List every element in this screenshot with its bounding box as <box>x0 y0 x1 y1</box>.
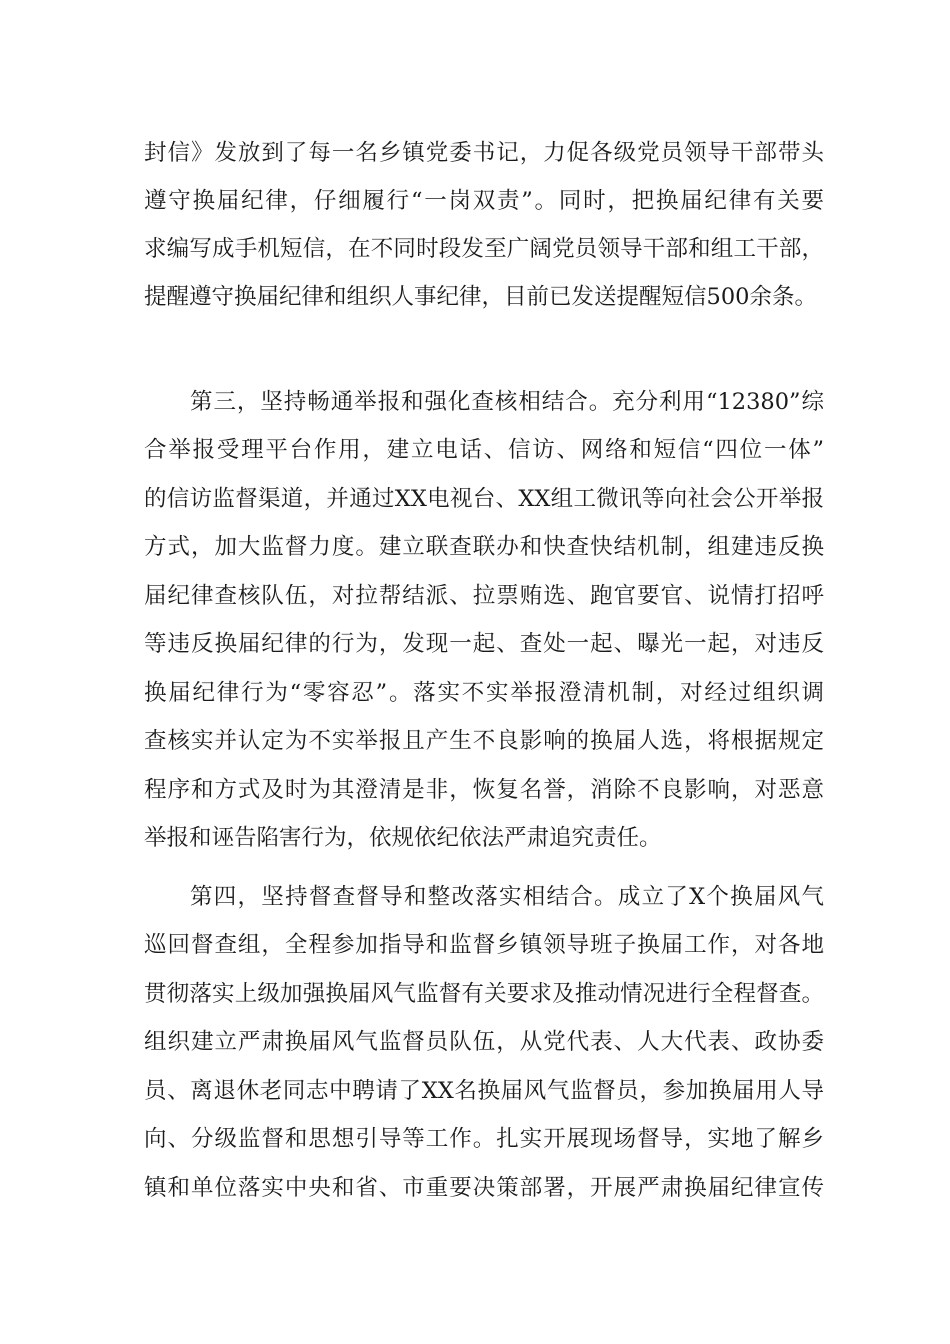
paragraph-line: 第四，坚持督查督导和整改落实相结合。成立了X个换届风气 <box>190 884 824 910</box>
paragraph-line: 镇和单位落实中央和省、市重要决策部署，开展严肃换届纪律宣传 <box>144 1175 824 1201</box>
paragraph-line: 组织建立严肃换届风气监督员队伍，从党代表、人大代表、政协委 <box>144 1029 824 1055</box>
paragraph-line: 的信访监督渠道，并通过XX电视台、XX组工微讯等向社会公开举报 <box>144 486 824 512</box>
paragraph-line: 员、离退休老同志中聘请了XX名换届风气监督员，参加换届用人导 <box>144 1078 824 1104</box>
paragraph-line: 合举报受理平台作用，建立电话、信访、网络和短信“四位一体” <box>144 437 824 463</box>
paragraph-line: 求编写成手机短信，在不同时段发至广阔党员领导干部和组工干部， <box>144 236 824 262</box>
paragraph-line: 向、分级监督和思想引导等工作。扎实开展现场督导，实地了解乡 <box>144 1126 824 1152</box>
paragraph-line: 方式，加大监督力度。建立联查联办和快查快结机制，组建违反换 <box>144 534 824 560</box>
paragraph-line: 查核实并认定为不实举报且产生不良影响的换届人选，将根据规定 <box>144 728 824 754</box>
paragraph-line: 遵守换届纪律，仔细履行“一岗双责”。同时，把换届纪律有关要 <box>144 188 824 214</box>
paragraph-line: 等违反换届纪律的行为，发现一起、查处一起、曝光一起，对违反 <box>144 631 824 657</box>
paragraph-line: 举报和诬告陷害行为，依规依纪依法严肃追究责任。 <box>144 825 662 851</box>
paragraph-line: 提醒遵守换届纪律和组织人事纪律，目前已发送提醒短信500余条。 <box>144 284 817 310</box>
paragraph-line: 巡回督查组，全程参加指导和监督乡镇领导班子换届工作，对各地 <box>144 932 824 958</box>
paragraph-line: 换届纪律行为“零容忍”。落实不实举报澄清机制，对经过组织调 <box>144 680 824 706</box>
paragraph-line: 届纪律查核队伍，对拉帮结派、拉票贿选、跑官要官、说情打招呼 <box>144 583 824 609</box>
paragraph-line: 程序和方式及时为其澄清是非，恢复名誉，消除不良影响，对恶意 <box>144 777 824 803</box>
paragraph-line: 封信》发放到了每一名乡镇党委书记，力促各级党员领导干部带头 <box>144 140 824 166</box>
paragraph-line: 第三，坚持畅通举报和强化查核相结合。充分利用“12380”综 <box>190 389 824 415</box>
paragraph-line: 贯彻落实上级加强换届风气监督有关要求及推动情况进行全程督查。 <box>144 981 824 1007</box>
